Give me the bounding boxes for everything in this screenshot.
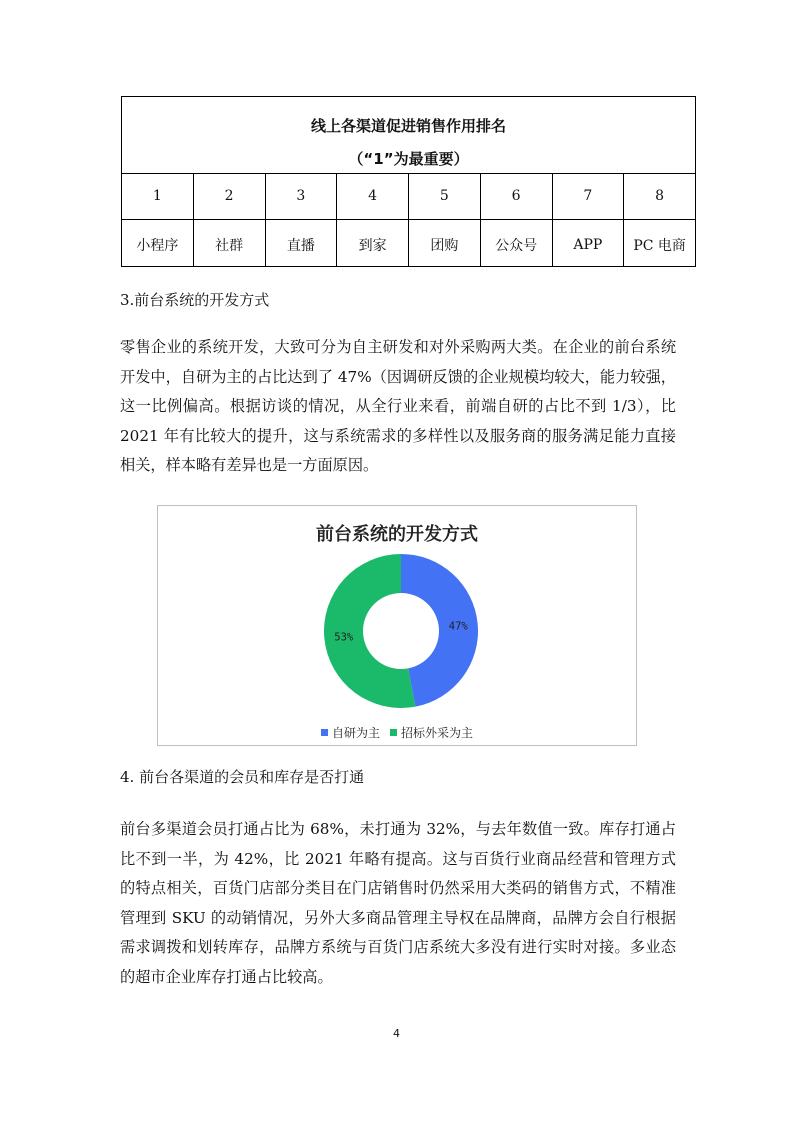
rank-number: 3	[266, 173, 337, 220]
rank-channel: 小程序	[136, 238, 179, 254]
legend-item	[390, 724, 473, 741]
section-4-heading: 4. 前台各渠道的会员和库存是否打通	[120, 768, 365, 786]
ranking-column	[553, 173, 625, 266]
ranking-column	[122, 173, 194, 266]
rank-channel: 到家	[358, 238, 387, 254]
rank-number: 5	[409, 173, 480, 220]
ranking-column	[266, 173, 338, 266]
rank-number: 6	[481, 173, 552, 220]
chart-legend	[158, 724, 636, 741]
ranking-column	[337, 173, 409, 266]
ranking-column	[194, 173, 266, 266]
ranking-table-title: 线上各渠道促进销售作用排名	[310, 117, 506, 135]
section-3-heading: 3.前台系统的开发方式	[120, 291, 270, 309]
rank-number: 8	[624, 173, 695, 220]
legend-swatch	[321, 729, 328, 736]
donut-chart	[158, 506, 636, 745]
dev-method-chart	[157, 505, 637, 746]
slice-data-label: 53%	[334, 631, 354, 644]
ranking-grid	[122, 173, 695, 266]
rank-channel: 直播	[286, 238, 315, 254]
ranking-column	[624, 173, 695, 266]
rank-channel: 社群	[215, 238, 244, 254]
rank-channel: PC 电商	[633, 238, 686, 254]
slice-data-label: 47%	[448, 620, 468, 633]
legend-label: 招标外采为主	[401, 726, 474, 740]
chart-title: 前台系统的开发方式	[316, 524, 478, 545]
rank-channel: 公众号	[495, 238, 538, 254]
section-3-paragraph: 零售企业的系统开发，大致可分为自主研发和对外采购两大类。在企业的前台系统开发中，自研为主的占比达到了 47%（因调研反馈的企业规模均较大，能力较强，这一比例偏高。根据访谈的情况，从全行业来看，前端自研的占比不到 1/3），比 2021 年有比较大的提升，这与系统需求的多样性以及服务商的服务满足能力直接相关，样本略有差异也是一方面原因。	[120, 338, 676, 474]
rank-number: 1	[122, 173, 193, 220]
rank-channel: APP	[573, 237, 603, 253]
ranking-column	[481, 173, 553, 266]
rank-number: 2	[194, 173, 265, 220]
rank-number: 4	[337, 173, 408, 220]
ranking-table	[121, 96, 696, 267]
legend-swatch	[390, 729, 397, 736]
section-4-paragraph: 前台多渠道会员打通占比为 68%，未打通为 32%，与去年数值一致。库存打通占比不到一半，为 42%，比 2021 年略有提高。这与百货行业商品经营和管理方式的特点相关，百货门店部分类目在门店销售时仍然采用大类码的销售方式，不精准管理到 SKU 的动销情况，另外大多商品管理主导权在品牌商，品牌方会自行根据需求调拨和划转库存，品牌方系统与百货门店系统大多没有进行实时对接。多业态的超市企业库存打通占比较高。	[120, 820, 676, 986]
legend-label: 自研为主	[331, 726, 380, 740]
legend-item	[321, 724, 380, 741]
rank-channel: 团购	[430, 238, 459, 254]
rank-number: 7	[553, 173, 624, 220]
ranking-column	[409, 173, 481, 266]
page-number: 4	[393, 1027, 400, 1040]
ranking-table-subtitle: （“1”为最重要）	[348, 150, 469, 168]
ranking-table-header	[122, 97, 695, 174]
